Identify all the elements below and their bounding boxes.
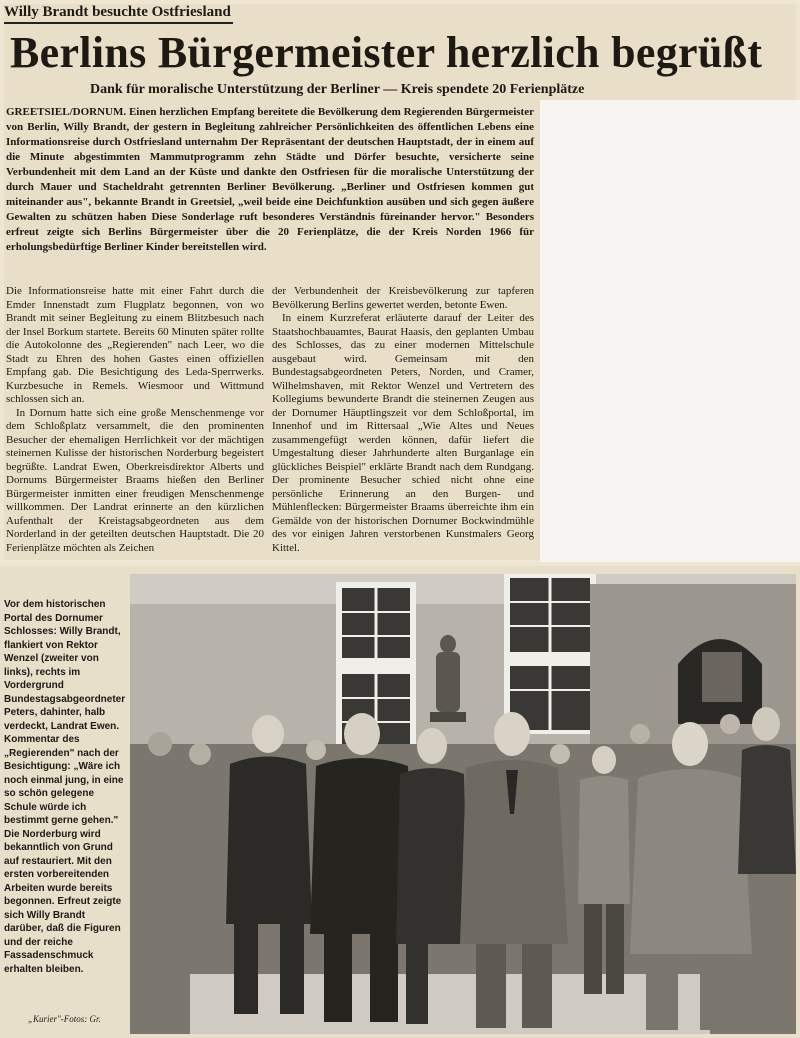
blank-paper-area (540, 100, 800, 562)
paragraph: der Verbundenheit der Kreisbevölkerung zur tapferen Bevölkerung Berlins gewertet werden, betonte Ewen. (272, 285, 534, 311)
article-lead: GREETSIEL/DORNUM. Einen herzlichen Empfang bereitete die Bevölkerung dem Regierenden Bürgermeister von Berlin, Willy Brandt, der gestern in Begleitung zahlreicher Persönlichkeiten des öffentlichen Lebens eine Informationsreise durch Ostfriesland unternahm Der Repräsentant der deutschen Hauptstadt, der in einem auf die Minute abgestimmten Mammutprogramm zehn Städte und Dörfer besuchte, versicherte seine Verbundenheit mit dem Land an der Küste und dankte den Ostfriesen für die moralische Unterstützung der durch Mauer und Stacheldraht getrennten Berliner Bevölkerung. „Berliner und Ostfriesen kommen gut miteinander aus", bekannte Brandt in Greetsiel, „weil beide eine Deichfunktion ausüben und sich gegen äußere Gewalten zu schützen haben Diese Sonderlage ruft besonderes Verständnis füreinander hervor." Besonders erfreut zeigte sich Berlins Bürgermeister über die 20 Ferienplätze, die der Kreis Norden 1966 für erholungsbedürftige Berliner Kinder bereitstellen wird. (6, 106, 534, 253)
article-column-2 (272, 285, 534, 555)
article-kicker: Willy Brandt besuchte Ostfriesland (4, 4, 233, 24)
courtyard-ground (190, 974, 710, 1034)
paragraph: In Dornum hatte sich eine große Menschenmenge vor dem Schloßplatz versammelt, die den prominenten Besucher der ehemaligen Herrlichkeit vor der mächtigen steinernen Kulisse der historischen Norderburg begeistert begrüßte. Landrat Ewen, Oberkreisdirektor Alberts und Dornums Bürgermeister Braams hießen den Berliner Bürgermeister inmitten einer freudigen Menschenmenge willkommen. Der Landrat erinnerte an den kürzlichen Aufenthalt der Kreistagsabgeordneten aus dem Norderland in der geteilten deutschen Hauptstadt. Die 20 Ferienplätze möchten als Zeichen (6, 406, 264, 554)
window-right (504, 574, 596, 734)
paragraph: Die Informationsreise hatte mit einer Fahrt durch die Emder Innenstadt zum Flugplatz begonnen, von wo Brandt mit seiner Begleitung zu einem Blitzbesuch nach der Insel Borkum startete. Bereits 60 Minuten später rollte die Autokolonne des „Regierenden" nach Leer, wo die Stadt zu Ehren des hohen Gastes einen offiziellen Empfang gab. Die Besichtigung des Leda-Sperrwerks. Kurzbesuche in Remels. Wiesmoor und Wittmund schlossen sich an. (6, 285, 264, 405)
article-column-1 (6, 285, 264, 555)
photo-caption: Vor dem historischen Portal des Dornumer Schlosses: Willy Brandt, flankiert von Rektor Wenzel (zweiter von links), rechts im Vordergrund Bundestagsabgeordneter Peters, dahinter, halb verdeckt, Landrat Ewen. Kommentar des „Regierenden" nach der Besichtigung: „Wäre ich noch einmal jung, in eine so schön gelegene Schule würde ich bestimmt gerne gehen." Die Norderburg wird bekanntlich von Grund auf restauriert. Mit den ersten vorbereitenden Arbeiten wurde bereits begonnen. Erfreut zeigte sich Willy Brandt darüber, daß die Figuren und der reiche Fassadenschmuck erhalten bleiben. (4, 599, 126, 975)
article-headline: Berlins Bürgermeister herzlich begrüßt (10, 28, 763, 77)
news-photo (130, 574, 796, 1034)
photo-credit: „Kurier"-Fotos: Gr. (28, 1014, 101, 1024)
paragraph: In einem Kurzreferat erläuterte darauf der Leiter des Staatshochbauamtes, Baurat Haasis, den geplanten Umbau des Schlosses, das zu einer modernen Mittelschule ausgebaut wird. Gemeinsam mit den Bundestagsabgeordneten Peters, Norden, und Cramer, Wilhelmshaven, mit Rektor Wenzel und Vertretern des Kollegiums bewunderte Brandt die steinernen Zeugen aus der Dornumer Häuptlingszeit vor dem Schloßportal, im Innenhof und im Rittersaal „Wie Altes und Neues zusammengefügt werden können, dafür liefert die Umgestaltung dieser Jahrhunderte alten Burganlage ein glückliches Beispiel" erklärte Brandt nach dem Rundgang. Der prominente Besucher schied nicht ohne eine persönliche Erinnerung an den Burgen- und Mühlenflecken: Bürgermeister Braams überreichte ihm ein Gemälde von der historischen Dornumer Bockwindmühle des vor einigen Jahren verstorbenen Kunstmalers Georg Kittel. (272, 312, 534, 554)
article-subhead: Dank für moralische Unterstützung der Berliner — Kreis spendete 20 Ferienplätze (90, 82, 585, 97)
news-photo-drawing (130, 574, 796, 1034)
